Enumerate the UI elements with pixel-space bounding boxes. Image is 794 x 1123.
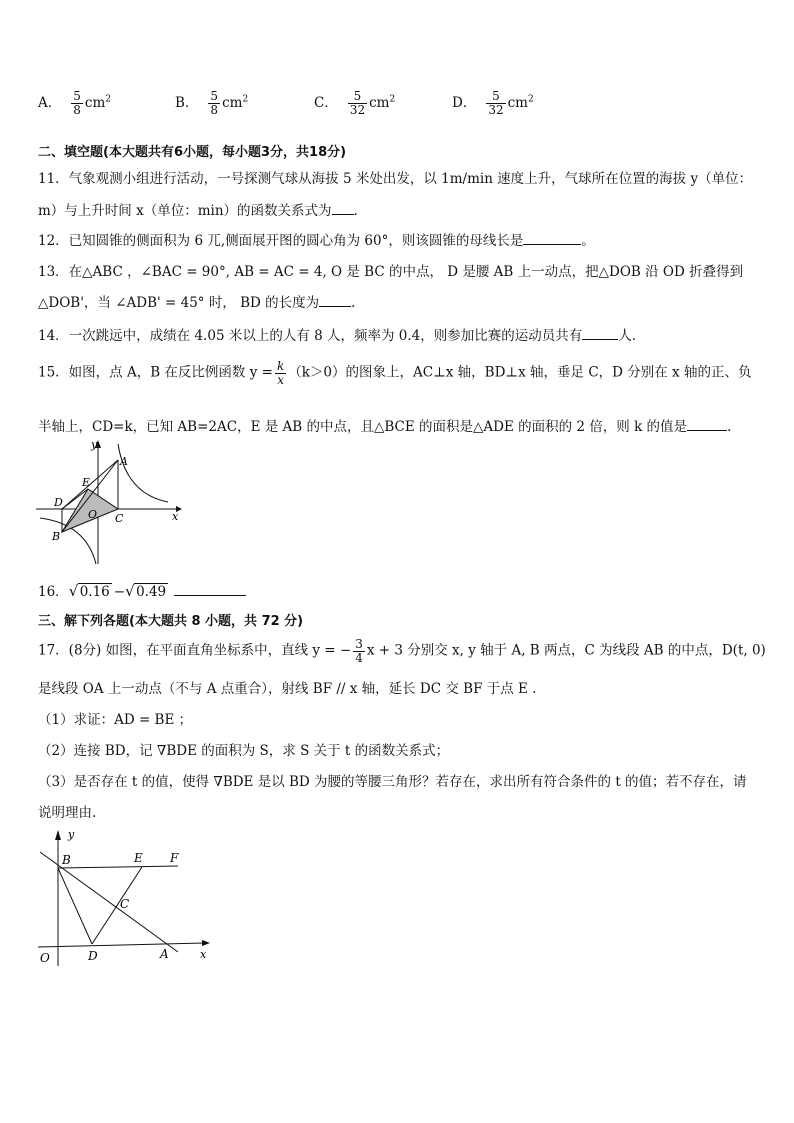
option-c: C． $\frac{5}{32}$ $cm^2$ bbox=[314, 89, 396, 117]
question-17-part-3-line-1: （3）是否存在 t 的值，使得 ∇BDE 是以 BD 为腰的等腰三角形？若存在，求出所有符合条件的 t 的值；若不存在，请 bbox=[38, 774, 747, 790]
answer-blank bbox=[332, 202, 354, 215]
section-heading-fill-in: 二、填空题(本大题共有6小题，每小题3分，共18分) bbox=[38, 145, 347, 160]
label-x: x bbox=[200, 948, 207, 961]
label-a: A bbox=[160, 947, 169, 961]
x-axis bbox=[38, 943, 204, 947]
question-11-line-1: 11．气象观测小组进行活动，一号探测气球从海拔 5 米处出发，以 1m/min 速度上升，气球所在位置的海拔 y（单位： bbox=[38, 171, 753, 187]
question-17-line-2: 是线段 OA 上一动点（不与 A 点重合），射线 BF // x 轴，延长 DC 交 BF 于点 E . bbox=[38, 681, 537, 697]
label-d: D bbox=[54, 496, 63, 509]
sqrt-term-1: √ 0.16 bbox=[68, 582, 110, 600]
q17-fraction: $\frac{3}{4}$ bbox=[355, 637, 363, 665]
label-y: y bbox=[68, 828, 75, 841]
x-axis-arrow-icon bbox=[202, 940, 210, 946]
label-x: x bbox=[172, 510, 179, 523]
label-y: y bbox=[91, 438, 98, 451]
label-c: C bbox=[120, 897, 130, 911]
y-axis-arrow-icon bbox=[55, 830, 61, 840]
hyperbola-branch-upper bbox=[118, 444, 168, 502]
answer-blank bbox=[687, 418, 727, 431]
ray-bf bbox=[58, 866, 178, 868]
answer-blank bbox=[582, 327, 618, 340]
question-14: 14．一次跳远中，成绩在 4.05 米以上的人有 8 人，频率为 0.4，则参加比赛的运动员共有 人. bbox=[38, 328, 637, 344]
question-17-part-2: （2）连接 BD，记 ∇BDE 的面积为 S，求 S 关于 t 的函数关系式； bbox=[38, 743, 450, 759]
label-o: O bbox=[40, 951, 50, 965]
segment-ab bbox=[62, 460, 118, 532]
option-d-fraction: $\frac{5}{32}$ bbox=[488, 89, 504, 117]
option-b: B． $\frac{5}{8}$ $cm^2$ bbox=[175, 89, 249, 117]
option-a: A． $\frac{5}{8}$ $cm^2$ bbox=[38, 89, 111, 117]
option-c-fraction: $\frac{5}{32}$ bbox=[349, 89, 366, 117]
question-17-line-1: 17．(8分) 如图，在平面直角坐标系中，直线 y = − $\frac{3}{4}$ x + 3 分别交 x, y 轴于 A, B 两点，C 为线段 AB 的中点，D(t, 0) bbox=[38, 637, 766, 665]
segment-bd bbox=[58, 868, 92, 944]
question-13-line-2: △DOB'，当 ∠ADB' = 45° 时， BD 的长度为 . bbox=[38, 295, 356, 311]
figure-q15 bbox=[36, 436, 186, 566]
label-d: D bbox=[88, 949, 98, 963]
sqrt-term-2: √ 0.49 bbox=[125, 582, 167, 600]
answer-blank bbox=[319, 294, 351, 307]
segment-de bbox=[92, 867, 142, 944]
figure-q17 bbox=[34, 826, 224, 966]
label-o: O bbox=[88, 508, 98, 521]
label-c: C bbox=[115, 512, 124, 525]
q15-fraction: $\frac{k}{x}$ bbox=[276, 359, 285, 387]
label-e: E bbox=[134, 851, 143, 865]
question-15-line-1: 15．如图，点 A，B 在反比例函数 y = $\frac{k}{x}$ （k＞0）的图象上，AC⊥x 轴，BD⊥x 轴，垂足 C，D 分别在 x 轴的正、负 bbox=[38, 359, 752, 387]
question-12: 12．已知圆锥的侧面积为 6 兀,侧面展开图的圆心角为 60°，则该圆锥的母线长是 。 bbox=[38, 233, 595, 249]
section-heading-solve: 三、解下列各题(本大题共 8 小题，共 72 分) bbox=[38, 614, 304, 629]
label-f: F bbox=[170, 851, 179, 865]
label-e: E bbox=[82, 476, 91, 489]
label-b: B bbox=[62, 853, 71, 867]
question-15-line-2: 半轴上，CD=k，已知 AB=2AC，E 是 AB 的中点，且△BCE 的面积是△ADE 的面积的 2 倍，则 k 的值是 . bbox=[38, 419, 732, 435]
answer-blank bbox=[174, 583, 246, 596]
question-16: 16． √ 0.16 − √ 0.49 bbox=[38, 580, 246, 600]
label-a: A bbox=[120, 455, 128, 468]
question-11-line-2: m）与上升时间 x（单位：min）的函数关系式为 . bbox=[38, 203, 358, 219]
answer-blank bbox=[523, 232, 581, 245]
option-d: D． $\frac{5}{32}$ $cm^2$ bbox=[452, 89, 534, 117]
question-17-part-3-line-2: 说明理由. bbox=[38, 805, 97, 821]
label-b: B bbox=[52, 530, 61, 543]
option-b-fraction: $\frac{5}{8}$ bbox=[210, 89, 219, 117]
option-a-fraction: $\frac{5}{8}$ bbox=[73, 89, 81, 117]
question-13-line-1: 13．在△ABC ，∠BAC = 90°, AB = AC = 4, O 是 BC 的中点， D 是腰 AB 上一动点，把△DOB 沿 OD 折叠得到 bbox=[38, 264, 744, 280]
question-17-part-1: （1）求证：AD = BE ； bbox=[38, 712, 193, 728]
